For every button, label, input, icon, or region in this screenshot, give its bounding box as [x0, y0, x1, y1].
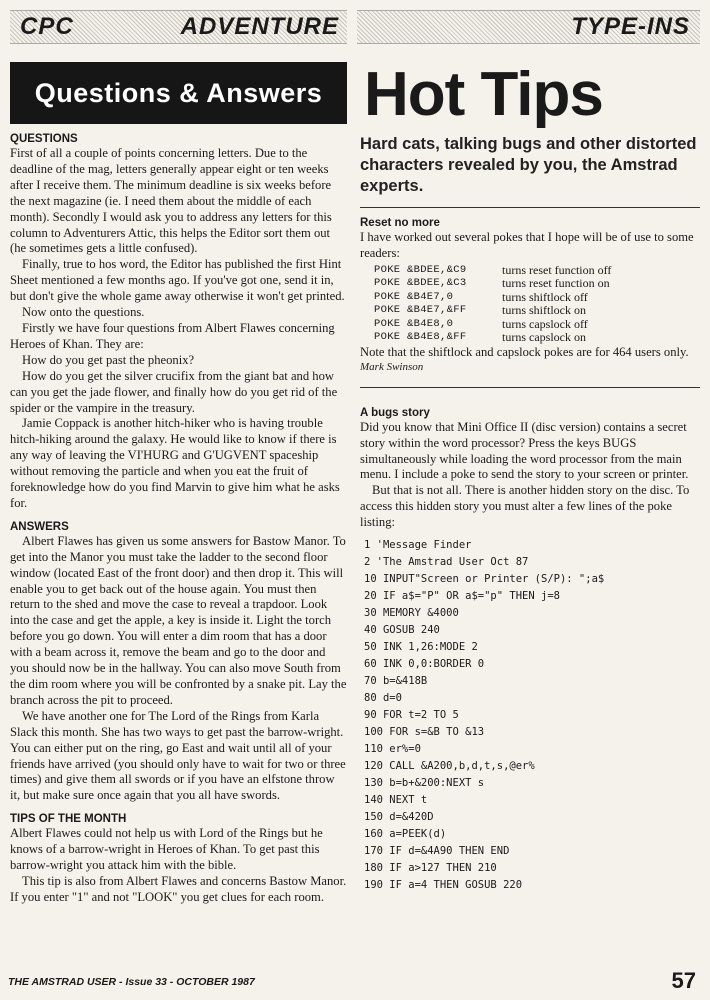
listing-line: 10 INPUT"Screen or Printer (S/P): ";a$ — [364, 573, 605, 586]
poke-description: turns reset function on — [502, 276, 610, 291]
poke-description: turns capslock on — [502, 330, 586, 345]
section-label-adventure: ADVENTURE — [180, 13, 339, 40]
section-label-cpc: CPC — [20, 13, 74, 40]
paragraph: This tip is also from Albert Flawes and concerns Bastow Manor. If you enter "1" and not "LOOK" you get clues for each room. — [10, 873, 347, 904]
hot-tips-column — [360, 62, 700, 894]
page-header — [10, 10, 700, 44]
poke-row — [374, 318, 700, 332]
hot-tips-title: Hot Tips — [364, 60, 603, 129]
listing-line: 50 INK 1,26:MODE 2 — [364, 641, 478, 654]
listing-line: 150 d=&420D — [364, 811, 434, 824]
poke-row — [374, 264, 700, 278]
listing-line: 130 b=b+&200:NEXT s — [364, 777, 485, 790]
listing-line: 20 IF a$="P" OR a$="p" THEN j=8 — [364, 590, 560, 603]
qa-banner: Questions & Answers — [10, 62, 347, 124]
poke-command: POKE &B4E8,&FF — [374, 331, 467, 344]
basic-listing — [364, 537, 700, 894]
questions-heading: QUESTIONS — [10, 133, 78, 145]
listing-line: 80 d=0 — [364, 692, 402, 705]
listing-line: 160 a=PEEK(d) — [364, 828, 447, 841]
poke-description: turns reset function off — [502, 262, 612, 277]
paragraph: How do you get the silver crucifix from the giant bat and how can you get the jade flower, and finally how do you get rid of the spider or the vampire in the treasury. — [10, 368, 338, 415]
poke-description: turns shiftlock off — [502, 289, 588, 304]
paragraph: We have another one for The Lord of the Rings from Karla Slack this month. She has two ways to get past the barrow-wright. You can either put on the ring, go East and wait until all of your friends have arrived (you should only have to wait for two or three times) and give them all swords or if you have an elfstone throw it, but make sure once again that you all have swords. — [10, 708, 346, 803]
questions-body — [10, 146, 347, 512]
paragraph: Did you know that Mini Office II (disc version) contains a secret story within the word processor? Press the keys BUGS simultaneously while loading the word processor from the main menu. I include a poke to send the story to your screen or printer. — [360, 419, 689, 482]
author-signature: Mark Swinson — [360, 360, 424, 373]
listing-line: 60 INK 0,0:BORDER 0 — [364, 658, 485, 671]
listing-line: 70 b=&418B — [364, 675, 428, 688]
divider — [360, 207, 700, 208]
paragraph: How do you get past the pheonix? — [22, 352, 195, 367]
answers-heading: ANSWERS — [10, 520, 69, 533]
poke-row — [374, 277, 700, 291]
listing-line: 180 IF a>127 THEN 210 — [364, 862, 497, 875]
reset-note: Note that the shiftlock and capslock pokes are for 464 users only. — [360, 344, 689, 359]
listing-line: 170 IF d=&4A90 THEN END — [364, 845, 510, 858]
listing-line: 2 'The Amstrad User Oct 87 — [364, 556, 529, 569]
reset-heading: Reset no more — [360, 217, 440, 229]
poke-description: turns capslock off — [502, 316, 588, 331]
paragraph: First of all a couple of points concerning letters. Due to the deadline of the mag, letters generally appear eight or ten weeks after I receive them. The minimum deadline is six weeks before the next magazine (ie. I need them about the middle of each month). Secondly I would ask you to address any letters for this column to Adventurers Attic, this helps the Editor sort them out (he sometimes gets a little confused). — [10, 146, 332, 256]
poke-description: turns shiftlock on — [502, 303, 586, 318]
listing-line: 140 NEXT t — [364, 794, 428, 807]
poke-command: POKE &B4E7,0 — [374, 290, 454, 303]
tips-heading: TIPS OF THE MONTH — [10, 813, 127, 826]
listing-line: 100 FOR s=&B TO &13 — [364, 726, 485, 739]
header-left-bar — [10, 10, 347, 44]
divider — [360, 387, 700, 388]
listing-line: 120 CALL &A200,b,d,t,s,@er% — [364, 760, 535, 773]
listing-line: 90 FOR t=2 TO 5 — [364, 709, 459, 722]
section-label-type-ins: TYPE-INS — [571, 13, 690, 40]
listing-line: 30 MEMORY &4000 — [364, 607, 459, 620]
footer-issue-info: THE AMSTRAD USER - Issue 33 - OCTOBER 1987 — [8, 976, 255, 988]
standfirst: Hard cats, talking bugs and other distorted characters revealed by you, the Amstrad experts. — [360, 135, 697, 195]
paragraph: Now onto the questions. — [22, 305, 145, 320]
poke-row — [374, 291, 700, 305]
paragraph: Albert Flawes could not help us with Lord of the Rings but he knows of a barrow-wright in Heroes of Khan. To get past this barrow-wright you attack him with the bible. — [10, 826, 323, 873]
poke-row — [374, 331, 700, 345]
poke-command: POKE &B4E8,0 — [374, 317, 454, 330]
poke-command: POKE &BDEE,&C3 — [374, 277, 467, 290]
page-number: 57 — [671, 968, 696, 993]
paragraph: Firstly we have four questions from Albert Flawes concerning Heroes of Khan. They are: — [10, 320, 335, 351]
poke-command: POKE &BDEE,&C9 — [374, 263, 467, 276]
reset-intro: I have worked out several pokes that I hope will be of use to some readers: — [360, 230, 694, 260]
listing-line: 110 er%=0 — [364, 743, 421, 756]
bugs-heading: A bugs story — [360, 406, 430, 419]
poke-command: POKE &B4E7,&FF — [374, 304, 467, 317]
answers-body — [10, 534, 347, 804]
poke-table — [374, 264, 700, 345]
paragraph: Albert Flawes has given us some answers for Bastow Manor. To get into the Manor you must take the ladder to the second floor window (located East of the front door) and then drop it. This will enable you to get back out of the house again. You must then return to the shed and move the case to reveal a trapdoor. Look into the case and get the apple, a key is inside it. Light the torch before you go down. You will enter a dim room that has a door with a beam across it, remove the beam and go to the door and you should now be in the hallway. You can also move South from the dim room where you will be confronted by a snake pit. Lay the branch across the pit to proceed. — [10, 533, 347, 707]
listing-line: 40 GOSUB 240 — [364, 624, 440, 637]
poke-row — [374, 304, 700, 318]
paragraph: Finally, true to hos word, the Editor has published the first Hint Sheet mentioned a few months ago. If you've got one, send it in, but don't give the whole game away otherwise it won't get printed. — [10, 257, 345, 304]
header-right-bar — [357, 10, 700, 44]
listing-line: 1 'Message Finder — [364, 539, 472, 552]
bugs-body — [360, 420, 700, 531]
questions-answers-column — [10, 62, 347, 906]
listing-line: 190 IF a=4 THEN GOSUB 220 — [364, 879, 523, 892]
tips-body — [10, 826, 347, 906]
paragraph: But that is not all. There is another hidden story on the disc. To access this hidden story you must alter a few lines of the poke listing: — [360, 483, 690, 530]
paragraph: Jamie Coppack is another hitch-hiker who is having trouble hitch-hiking around the galaxy. He would like to know if there is any way of leaving the VI'HURG and G'UGVENT spaceship without removing the particle and when you eat the fruit of foreknowledge how do you find Marvin to give him what he asks for. — [10, 416, 340, 510]
